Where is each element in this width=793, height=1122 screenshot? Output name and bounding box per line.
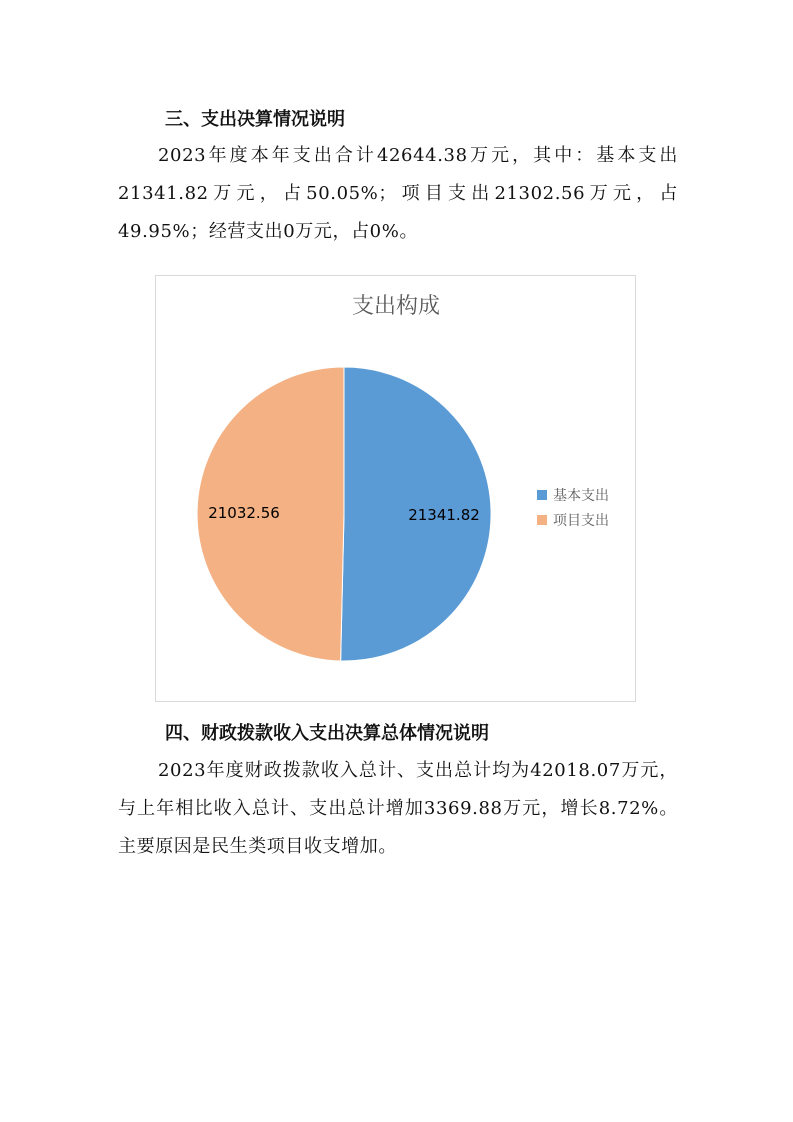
section-3-paragraph: 2023年度本年支出合计42644.38万元，其中：基本支出21341.82万元，占50.05%；项目支出21302.56万元，占49.95%；经营支出0万元，占0%。	[118, 145, 678, 242]
data-label-2: 21032.56	[208, 503, 280, 522]
legend-label-2: 项目支出	[553, 513, 609, 529]
legend-label-1: 基本支出	[553, 488, 609, 504]
legend-swatch-1	[537, 490, 547, 500]
chart-title: 支出构成	[351, 294, 441, 319]
section-4-paragraph: 2023年度财政拨款收入总计、支出总计均为42018.07万元，与上年相比收入总计、支出总计增加3369.88万元，增长8.72%。主要原因是民生类项目收支增加。	[118, 760, 678, 857]
section-4-heading: 四、财政拨款收入支出决算总体情况说明	[165, 723, 489, 744]
section-3-heading: 三、支出决算情况说明	[165, 109, 345, 130]
legend-swatch-2	[537, 515, 547, 525]
pie-chart-svg	[156, 276, 635, 701]
data-label-1: 21341.82	[408, 506, 480, 525]
expenditure-pie-chart	[155, 275, 636, 702]
chart-legend	[537, 487, 609, 529]
